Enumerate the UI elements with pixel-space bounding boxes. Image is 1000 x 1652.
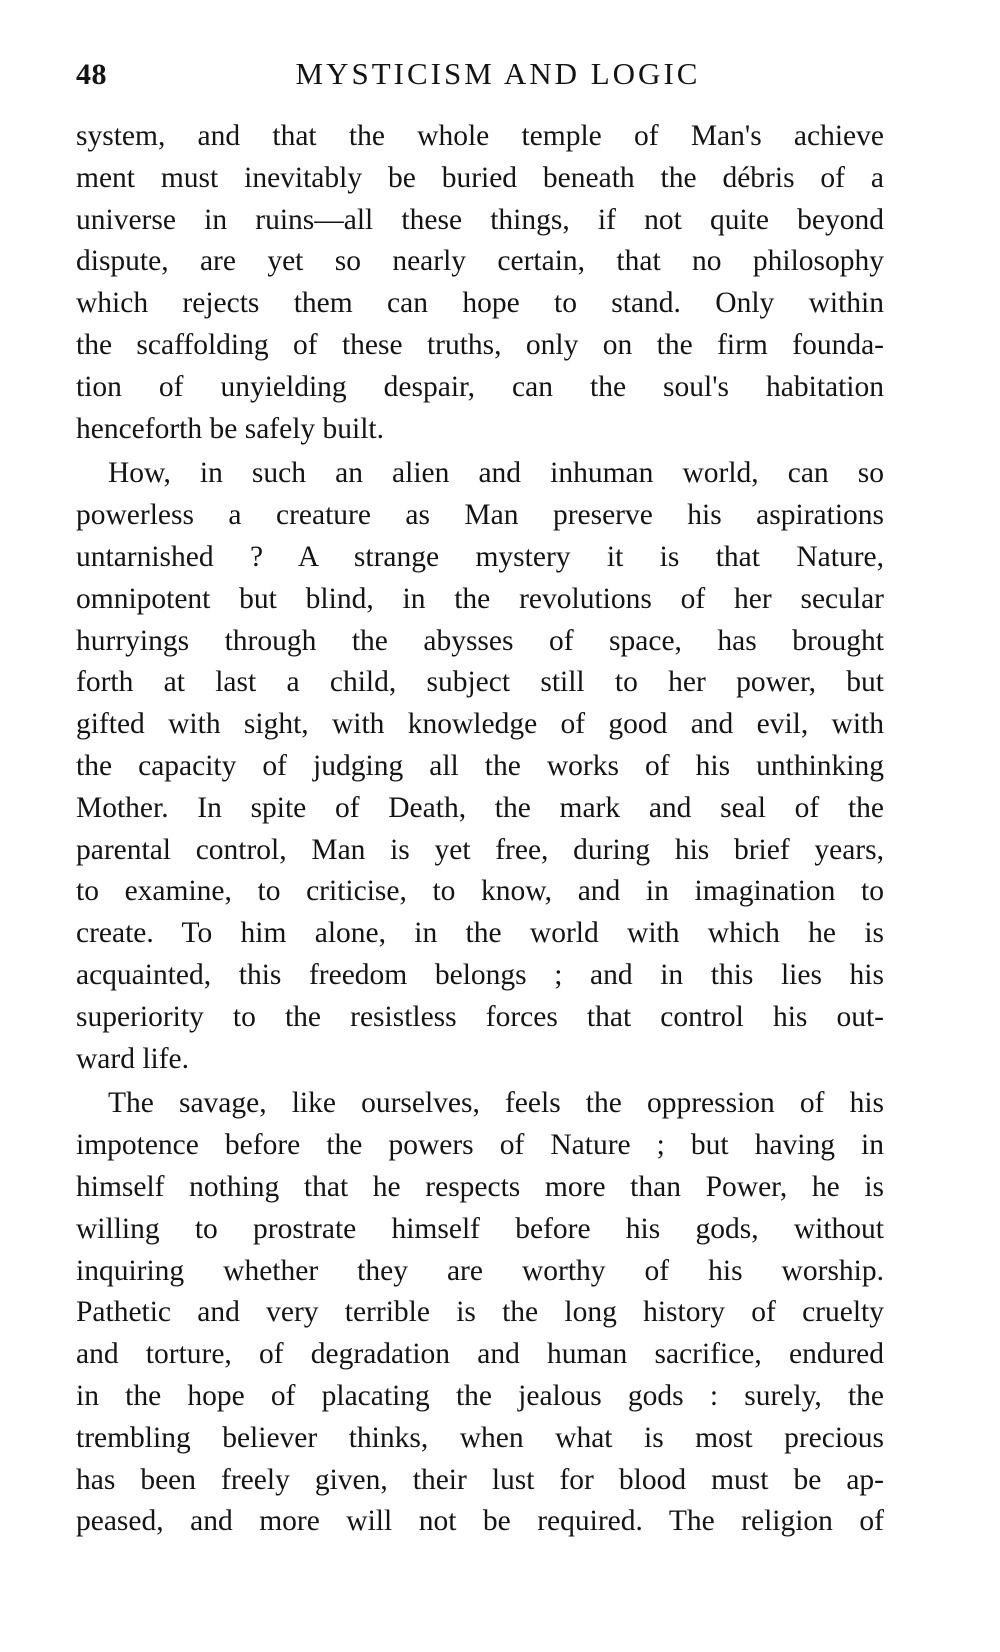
text-line: which rejects them can hope to stand. Only within <box>76 287 884 320</box>
running-head <box>76 52 884 102</box>
text-line: and torture, of degradation and human sacrifice, endured <box>76 1338 884 1371</box>
text-line: impotence before the powers of Nature ; but having in <box>76 1129 884 1162</box>
text-line: in the hope of placating the jealous gods : surely, the <box>76 1379 884 1412</box>
text-line: gifted with sight, with knowledge of good and evil, with <box>76 708 884 741</box>
text-line: superiority to the resistless forces that control his out- <box>76 1000 884 1033</box>
paragraph-1 <box>76 116 884 450</box>
text-line: himself nothing that he respects more than Power, he is <box>76 1170 884 1203</box>
text-line: henceforth be safely built. <box>76 412 384 445</box>
text-line: the capacity of judging all the works of his unthinking <box>76 749 884 782</box>
text-line: acquainted, this freedom belongs ; and in this lies his <box>76 958 884 991</box>
text-line: the scaffolding of these truths, only on the firm founda- <box>76 328 884 361</box>
text-line: universe in ruins—all these things, if not quite beyond <box>76 203 884 236</box>
text-line: untarnished ? A strange mystery it is that Nature, <box>76 540 884 573</box>
text-line: hurryings through the abysses of space, has brought <box>76 624 884 657</box>
text-line: to examine, to criticise, to know, and in imagination to <box>76 875 884 908</box>
text-line: Pathetic and very terrible is the long history of cruelty <box>76 1296 884 1329</box>
text-line: inquiring whether they are worthy of his worship. <box>76 1254 884 1287</box>
text-line: powerless a creature as Man preserve his aspirations <box>76 499 884 532</box>
text-line: How, in such an alien and inhuman world, can so <box>108 457 884 490</box>
text-line: peased, and more will not be required. The religion of <box>76 1505 884 1538</box>
text-line: dispute, are yet so nearly certain, that no philosophy <box>76 245 884 278</box>
text-line: willing to prostrate himself before his gods, without <box>76 1212 884 1245</box>
text-line: trembling believer thinks, when what is most precious <box>76 1421 884 1454</box>
paragraph-2 <box>76 453 884 1080</box>
text-line: system, and that the whole temple of Man's achieve <box>76 120 884 152</box>
paragraph-3 <box>76 1083 884 1543</box>
text-line: has been freely given, their lust for blood must be ap- <box>76 1463 884 1496</box>
body-text <box>76 116 884 1543</box>
text-line: tion of unyielding despair, can the soul's habitation <box>76 370 884 403</box>
text-line: create. To him alone, in the world with which he is <box>76 917 884 950</box>
text-line: Mother. In spite of Death, the mark and seal of the <box>76 791 884 824</box>
text-line: omnipotent but blind, in the revolutions of her secular <box>76 582 884 615</box>
page-number: 48 <box>76 58 107 91</box>
text-line: ward life. <box>76 1042 190 1075</box>
text-line: The savage, like ourselves, feels the oppression of his <box>108 1087 884 1120</box>
book-page <box>76 52 884 1543</box>
text-line: ment must inevitably be buried beneath the débris of a <box>76 161 884 194</box>
text-line: parental control, Man is yet free, during his brief years, <box>76 833 884 866</box>
running-title: MYSTICISM AND LOGIC <box>295 56 701 91</box>
text-line: forth at last a child, subject still to her power, but <box>76 666 884 699</box>
